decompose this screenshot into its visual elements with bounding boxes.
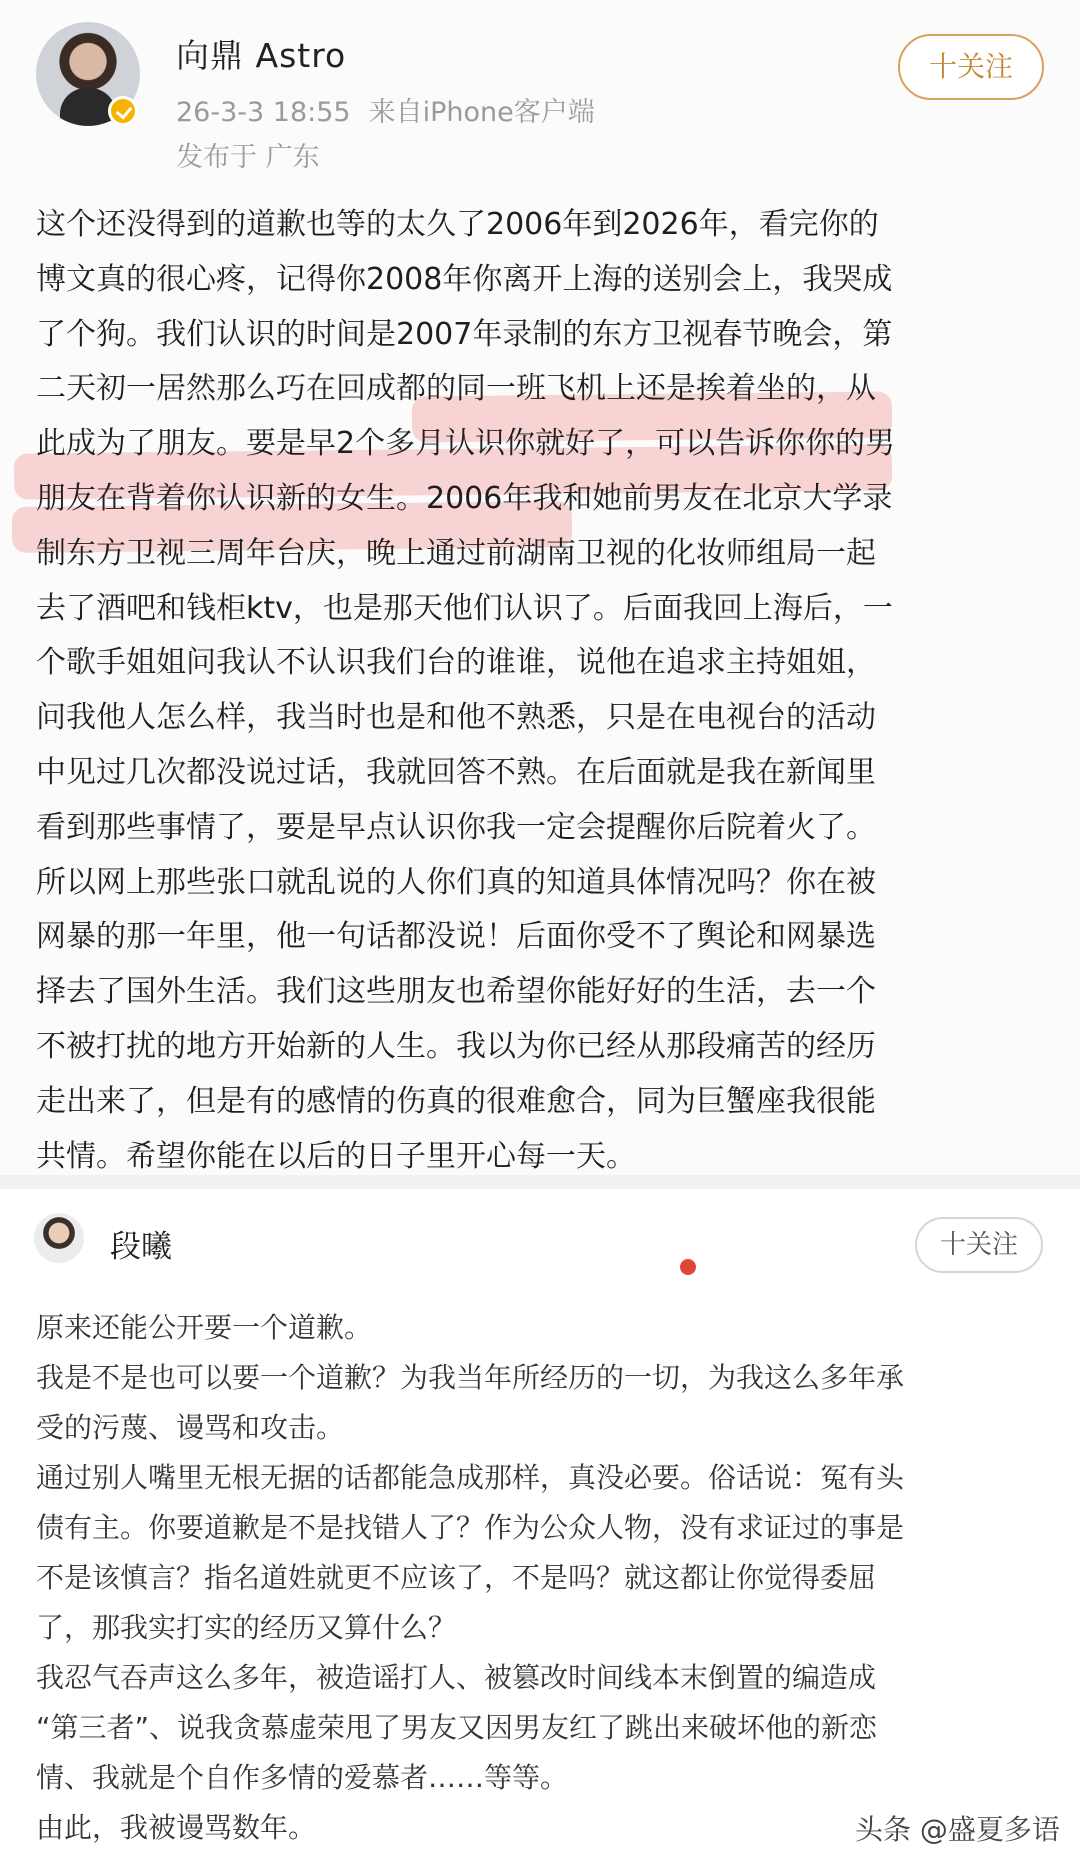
author-name[interactable]: 向鼎 Astro — [176, 36, 347, 75]
post-body — [36, 1303, 1046, 1853]
post-text-line: 情、我就是个自作多情的爱慕者……等等。 — [36, 1761, 569, 1794]
post-location: 发布于 广东 — [176, 142, 320, 173]
post-text-line: 个歌手姐姐问我认不认识我们台的谁谁，说他在追求主持姐姐， — [36, 645, 876, 681]
post-card-secondary — [0, 1189, 1080, 1856]
post-text-line: 网暴的那一年里，他一句话都没说！后面你受不了舆论和网暴选 — [36, 919, 876, 955]
post-text-line: 了个狗。我们认识的时间是2007年录制的东方卫视春节晚会，第 — [36, 316, 893, 352]
post-meta — [176, 90, 595, 129]
watermark: 头条 @盛夏多语 — [855, 1813, 1060, 1846]
post-text-line: 去了酒吧和钱柜ktv，也是那天他们认识了。后面我回上海后，一 — [36, 590, 893, 626]
author-avatar[interactable] — [34, 1213, 84, 1263]
post-text-line: 不被打扰的地方开始新的人生。我以为你已经从那段痛苦的经历 — [36, 1028, 876, 1064]
post-time: 26-3-3 18:55 — [176, 97, 351, 128]
follow-button[interactable]: 十关注 — [915, 1217, 1043, 1273]
post-text-line: 二天初一居然那么巧在回成都的同一班飞机上还是挨着坐的，从 — [36, 371, 876, 407]
follow-button[interactable]: 十关注 — [898, 34, 1044, 100]
post-text-line: 原来还能公开要一个道歉。 — [36, 1311, 373, 1344]
post-text-line: 走出来了，但是有的感情的伤真的很难愈合，同为巨蟹座我很能 — [36, 1083, 876, 1119]
author-name[interactable]: 段曦 — [110, 1229, 172, 1265]
post-text-line: 看到那些事情了，要是早点认识你我一定会提醒你后院着火了。 — [36, 809, 876, 845]
post-source: 来自iPhone客户端 — [368, 97, 595, 128]
verified-badge-icon — [108, 96, 138, 126]
post-text-line: 我是不是也可以要一个道歉？为我当年所经历的一切，为我这么多年承 — [36, 1361, 905, 1394]
post-text-line: 制东方卫视三周年台庆，晚上通过前湖南卫视的化妆师组局一起 — [36, 535, 876, 571]
post-text-line: 所以网上那些张口就乱说的人你们真的知道具体情况吗？你在被 — [36, 864, 876, 900]
post-body — [36, 198, 1046, 1184]
post-text-line: 了，那我实打实的经历又算什么？ — [36, 1611, 457, 1644]
post-text-line: 由此，我被谩骂数年。 — [36, 1811, 317, 1844]
red-dot-icon — [680, 1259, 696, 1275]
post-text-line: 不是该慎言？指名道姓就更不应该了，不是吗？就这都让你觉得委屈 — [36, 1561, 877, 1594]
post-text-line: 博文真的很心疼，记得你2008年你离开上海的送别会上，我哭成 — [36, 261, 893, 297]
post-text-line: 受的污蔑、谩骂和攻击。 — [36, 1411, 345, 1444]
post-text-line: 这个还没得到的道歉也等的太久了2006年到2026年，看完你的 — [36, 207, 879, 242]
post-text-line: 问我他人怎么样，我当时也是和他不熟悉，只是在电视台的活动 — [36, 700, 876, 736]
post-text-line: 通过别人嘴里无根无据的话都能急成那样，真没必要。俗话说：冤有头 — [36, 1461, 905, 1494]
post-text-line: 择去了国外生活。我们这些朋友也希望你能好好的生活，去一个 — [36, 974, 876, 1010]
post-text-line: 此成为了朋友。要是早2个多月认识你就好了，可以告诉你你的男 — [36, 426, 896, 462]
post-text-line: 朋友在背着你认识新的女生。2006年我和她前男友在北京大学录 — [36, 480, 893, 516]
post-text-line: 共情。希望你能在以后的日子里开心每一天。 — [36, 1138, 636, 1174]
post-text-line: 中见过几次都没说过话，我就回答不熟。在后面就是我在新闻里 — [36, 754, 876, 790]
post-text-line: “第三者”、说我贪慕虚荣甩了男友又因男友红了跳出来破坏他的新恋 — [36, 1711, 878, 1744]
post-text-line: 债有主。你要道歉是不是找错人了？作为公众人物，没有求证过的事是 — [36, 1511, 905, 1544]
post-divider — [0, 1175, 1080, 1189]
post-text-line: 我忍气吞声这么多年，被造谣打人、被篡改时间线本末倒置的编造成 — [36, 1661, 877, 1694]
